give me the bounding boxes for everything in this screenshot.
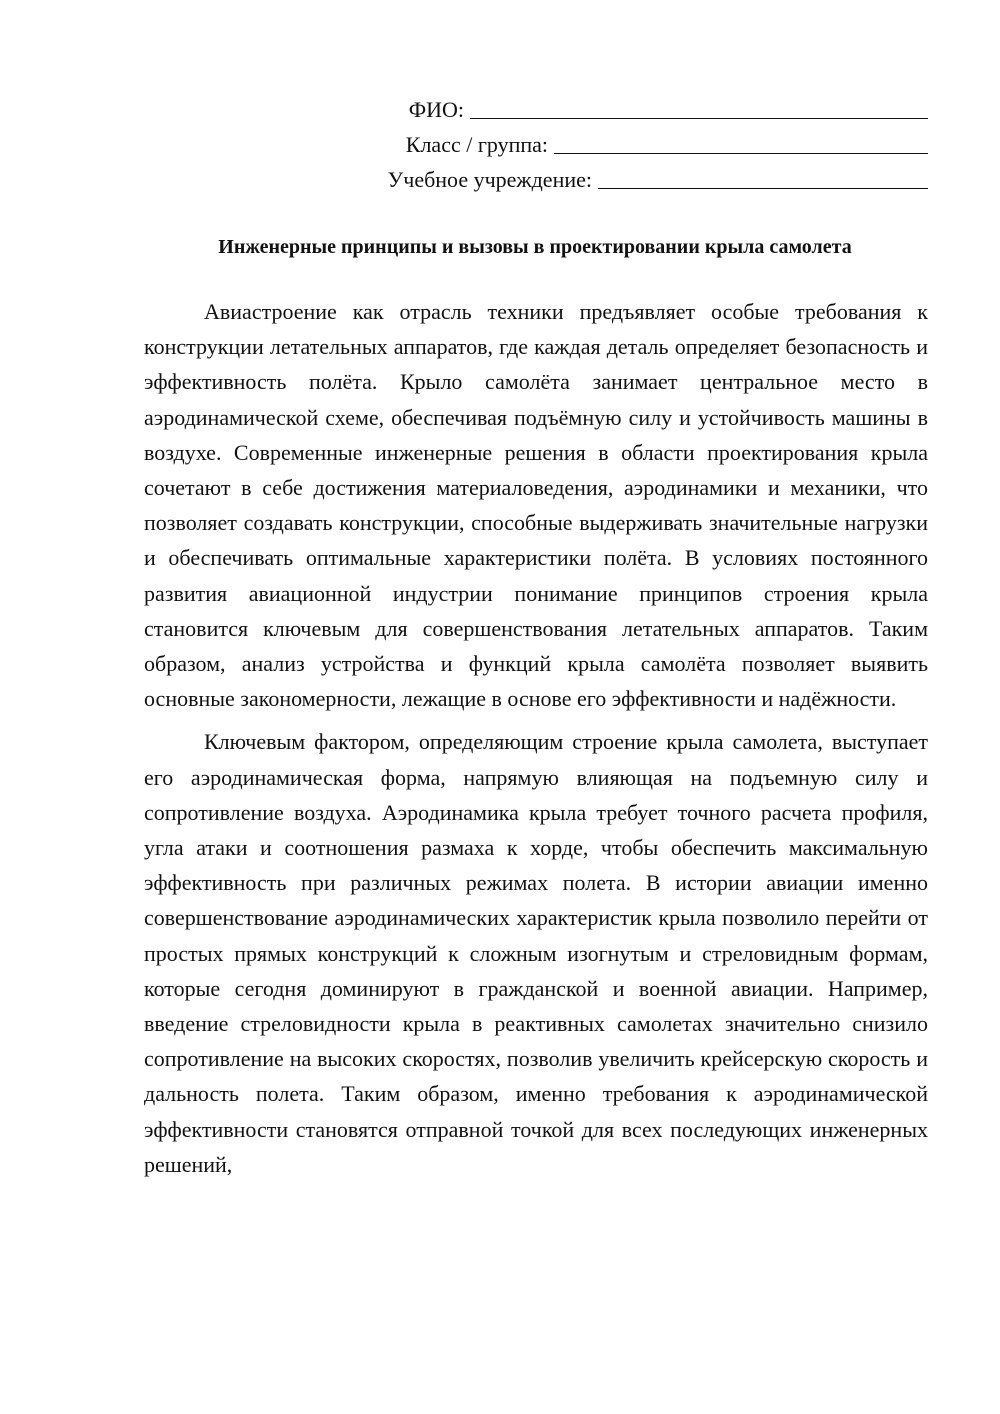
institution-blank-line[interactable] [598,164,928,189]
institution-label: Учебное учреждение: [387,167,592,192]
institution-field-row [308,162,928,197]
fio-blank-line[interactable] [470,94,928,119]
class-field-row [308,127,928,162]
class-group-label: Класс / группа: [405,132,548,157]
student-info-block [308,92,928,197]
document-title: Инженерные принципы и вызовы в проектировании крыла самолета [218,236,852,258]
paragraph-aerodynamics: Ключевым фактором, определяющим строение крыла самолета, выступает его аэродинамическая форма, напрямую влияющая на подъемную силу и сопротивление воздуха. Аэродинамика крыла требует точного расчета профиля, угла атаки и соотношения размаха к хорде, чтобы обеспечить максимальную эффективность при различных режимах полета. В истории авиации именно совершенствование аэродинамических характеристик крыла позволило перейти от простых прямых конструкций к сложным изогнутым и стреловидным формам, которые сегодня доминируют в гражданской и военной авиации. Например, введение стреловидности крыла в реактивных самолетах значительно снизило сопротивление на высоких скоростях, позволив увеличить крейсерскую скорость и дальность полета. Таким образом, именно требования к аэродинамической эффективности становятся отправной точкой для всех последующих инженерных решений, [144,729,928,1177]
paragraph-intro: Авиастроение как отрасль техники предъявляет особые требования к конструкции летательных аппаратов, где каждая деталь определяет безопасность и эффективность полёта. Крыло самолёта занимает центральное место в аэродинамической схеме, обеспечивая подъёмную силу и устойчивость машины в воздухе. Современные инженерные решения в области проектирования крыла сочетают в себе достижения материаловедения, аэродинамики и механики, что позволяет создавать конструкции, способные выдерживать значительные нагрузки и обеспечивать оптимальные характеристики полёта. В условиях постоянного развития авиационной индустрии понимание принципов строения крыла становится ключевым для совершенствования летательных аппаратов. Таким образом, анализ устройства и функций крыла самолёта позволяет выявить основные закономерности, лежащие в основе его эффективности и надёжности. [144,299,928,712]
fio-field-row [308,92,928,127]
class-group-blank-line[interactable] [554,129,928,154]
fio-label: ФИО: [408,97,464,122]
document-body [144,294,928,1190]
